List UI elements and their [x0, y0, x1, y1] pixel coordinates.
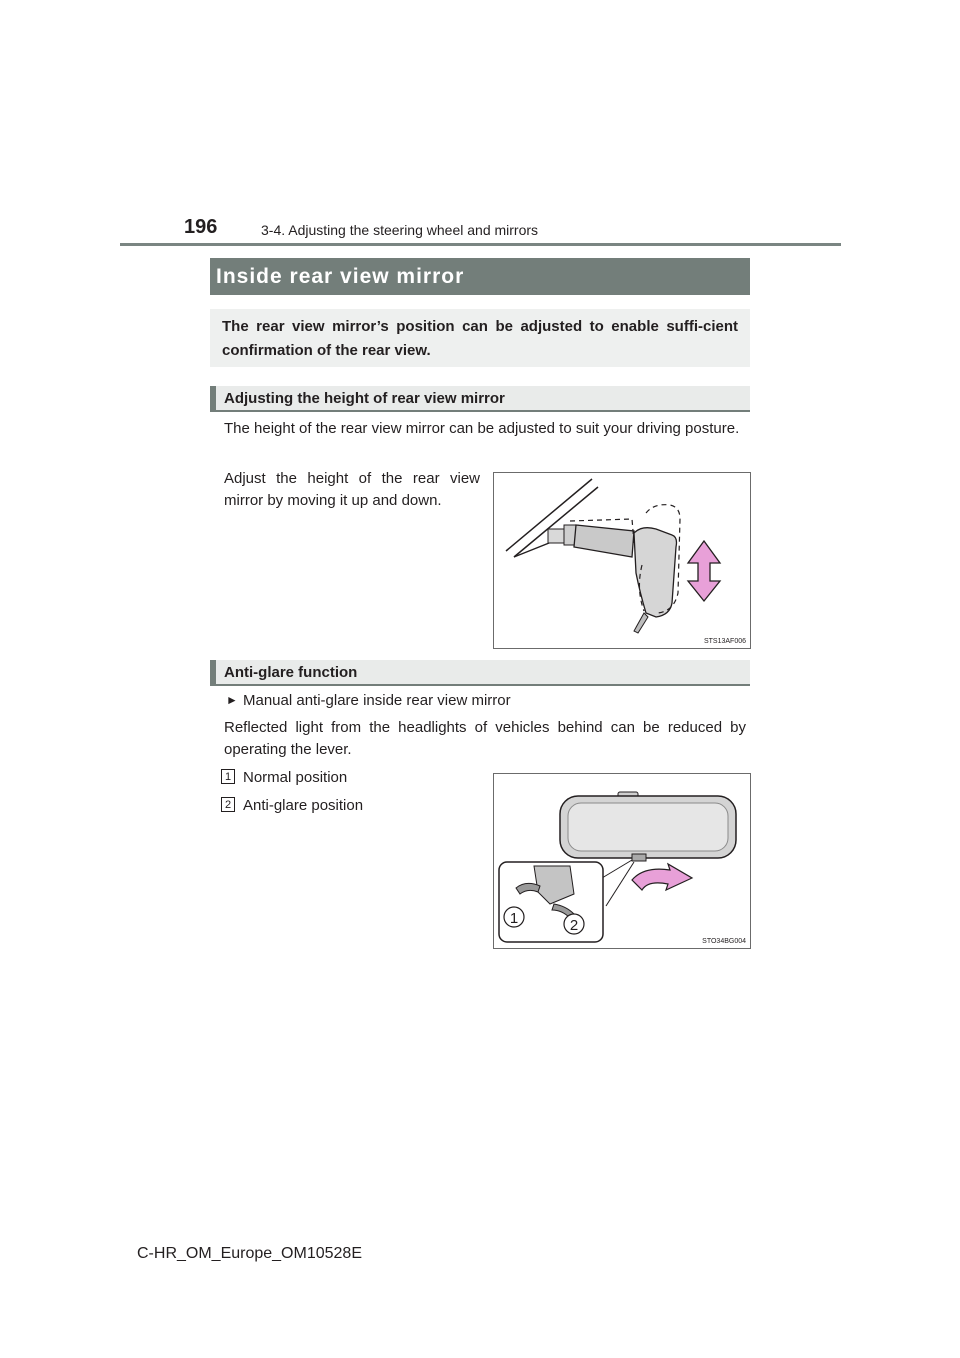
anti-glare-paragraph: Reflected light from the headlights of vehicles behind can be reduced by operating the lever.: [224, 719, 746, 758]
height-paragraph: The height of the rear view mirror can be adjusted to suit your driving posture.: [224, 420, 740, 437]
mirror-height-illustration: [494, 473, 750, 648]
figure-anti-glare: [493, 773, 751, 949]
item-anti-glare-position: Anti-glare position: [243, 797, 364, 814]
height-instruction: Adjust the height of the rear view mirror by moving it up and down.: [224, 470, 480, 509]
page-number: 196: [184, 216, 218, 238]
section-title: Inside rear view mirror: [210, 258, 750, 295]
header-rule: [120, 243, 841, 246]
figure-code: STS13AF006: [703, 638, 746, 645]
footer-model-code: C-HR_OM_Europe_OM10528E: [137, 1245, 362, 1262]
bullet-text: Manual anti-glare inside rear view mirror: [243, 692, 511, 709]
figure-code: STO34BG004: [702, 938, 746, 945]
figure-mirror-height: [493, 472, 751, 649]
subheading-height-adjust: Adjusting the height of rear view mirror: [210, 386, 750, 412]
bullet-triangle-icon: ►: [226, 693, 238, 707]
callout-2: 2: [569, 917, 579, 934]
callout-1: 1: [509, 910, 519, 927]
chapter-title: 3-4. Adjusting the steering wheel and mirrors: [261, 222, 539, 238]
subheading-anti-glare: Anti-glare function: [210, 660, 750, 686]
item-normal-position: Normal position: [243, 769, 348, 786]
number-badge-1: 1: [221, 769, 235, 784]
anti-glare-illustration: [494, 774, 750, 948]
number-badge-2: 2: [221, 797, 235, 812]
intro-box: The rear view mirror’s position can be adjusted to enable suffi-cient confirmation of the rear view.: [210, 309, 750, 367]
